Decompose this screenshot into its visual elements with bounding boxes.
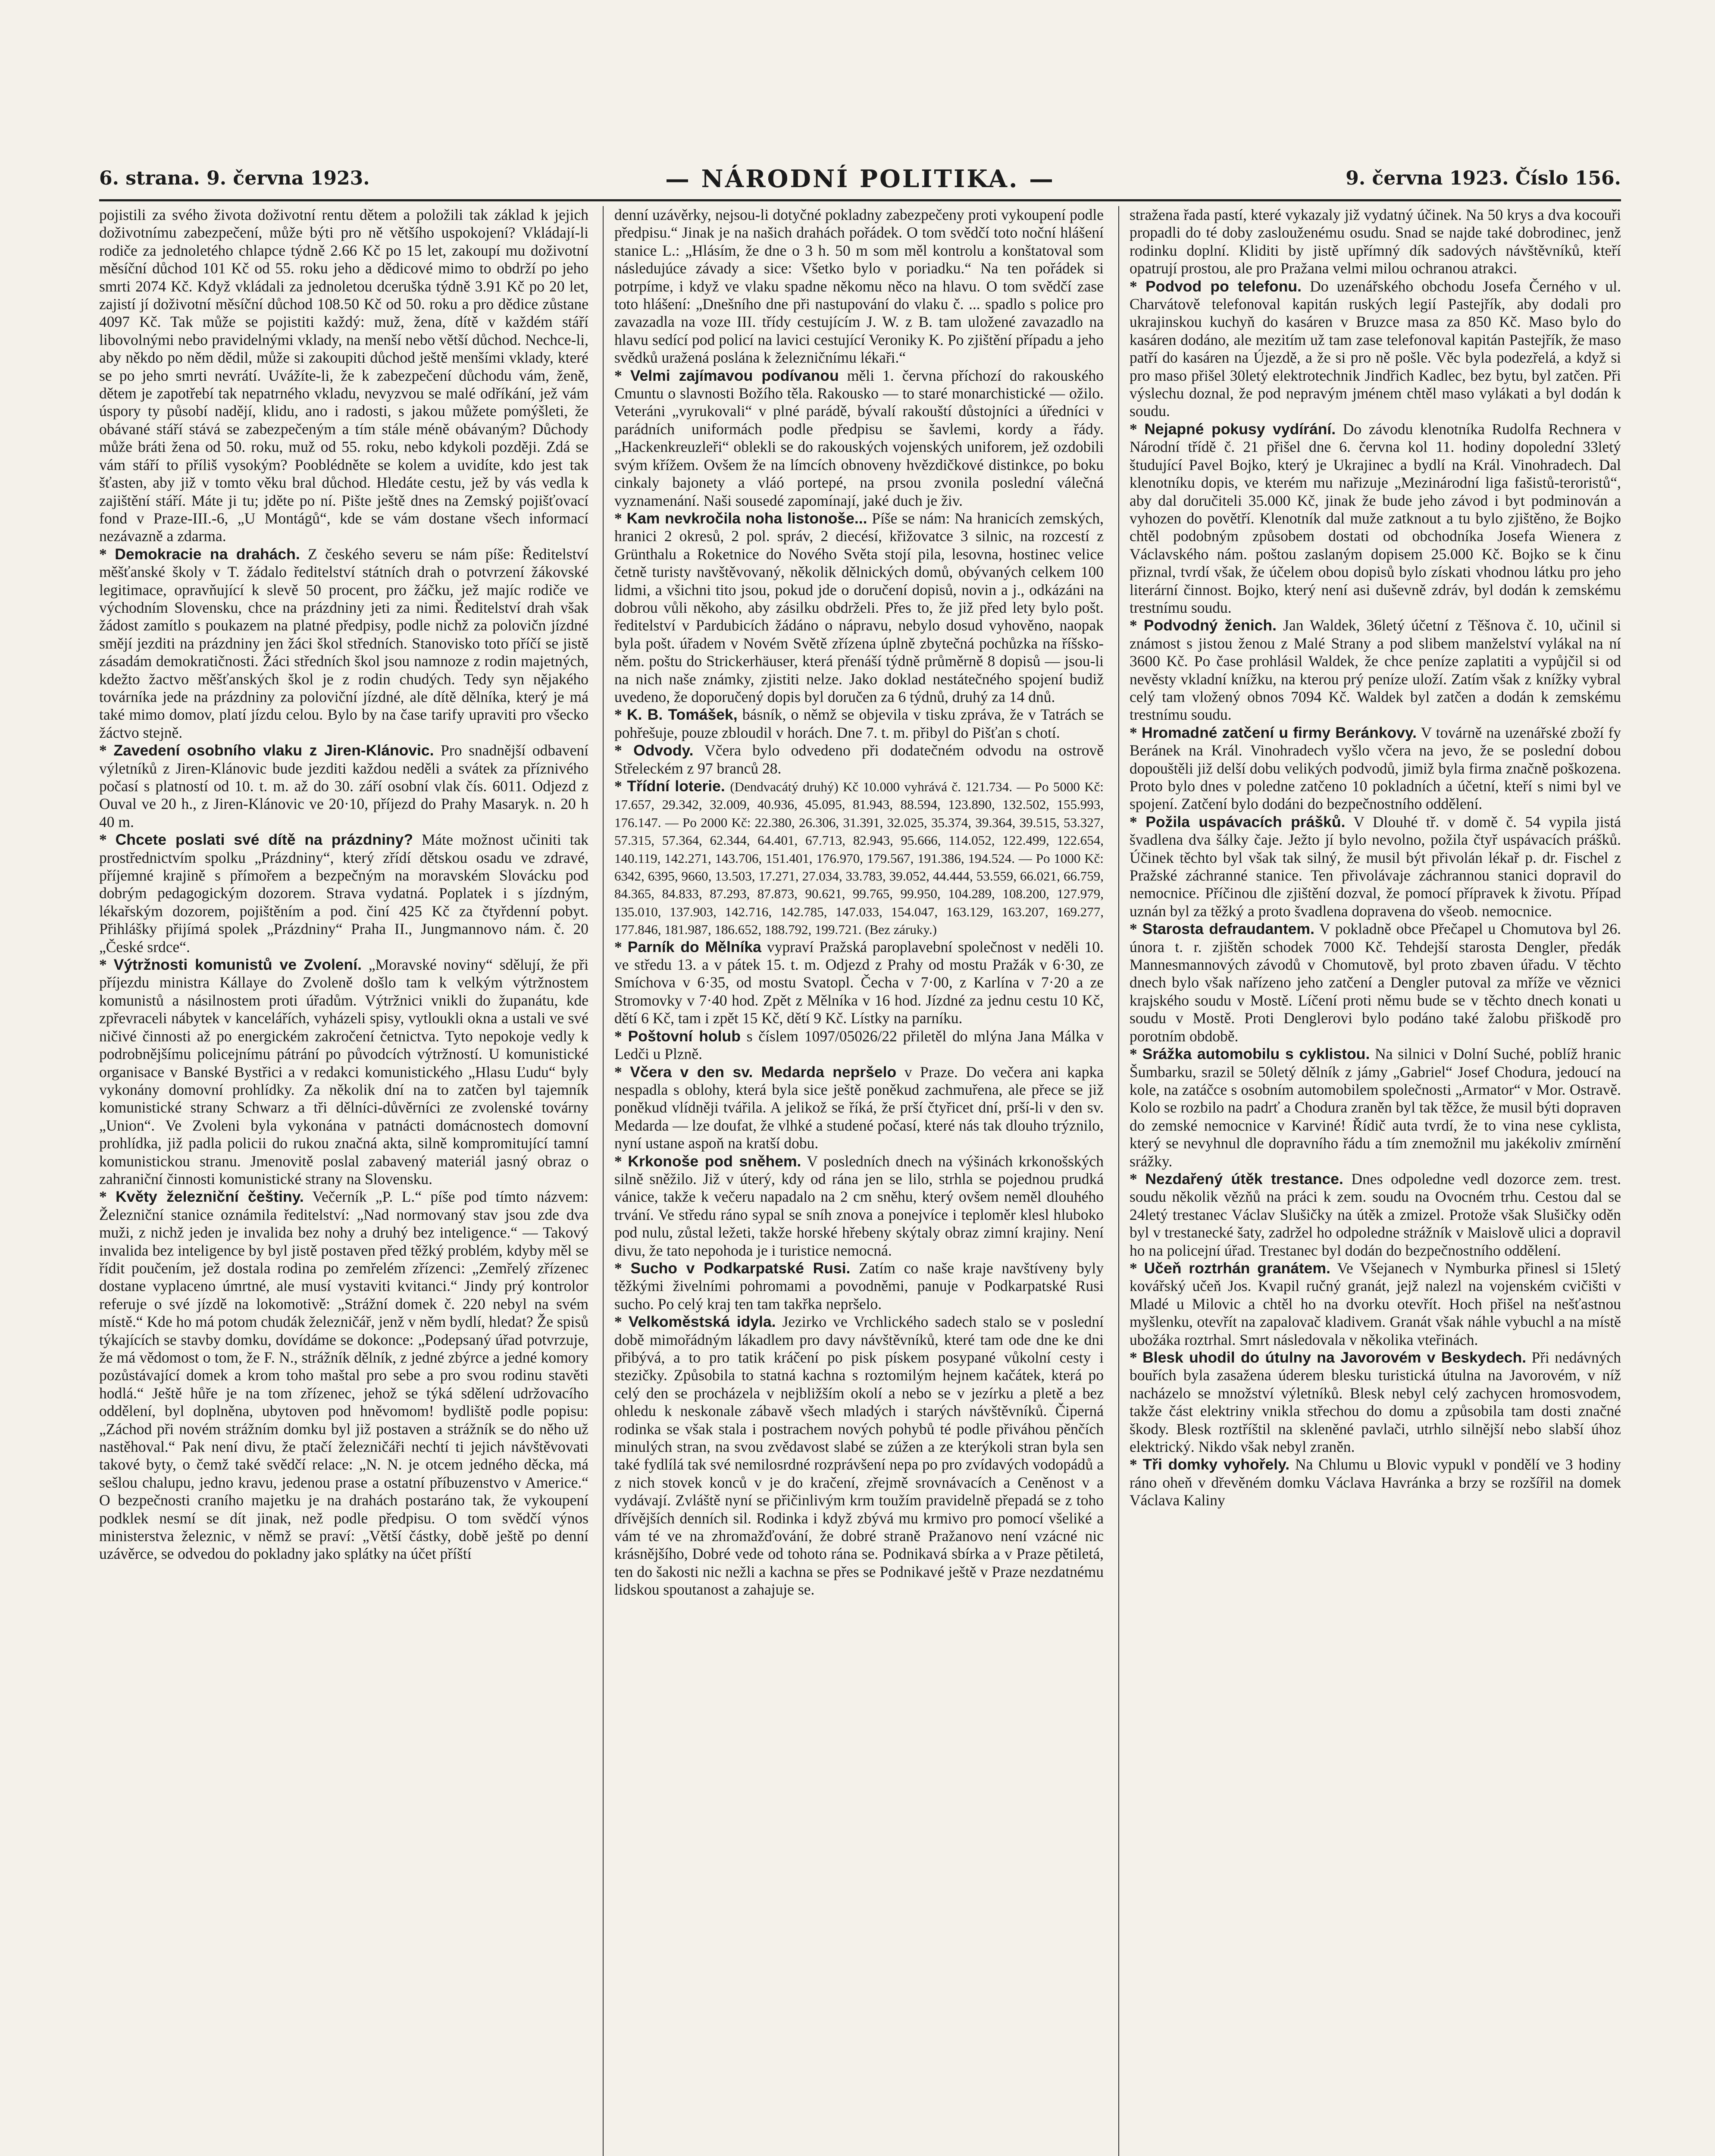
column-divider xyxy=(603,206,604,2156)
article xyxy=(614,1063,1104,1153)
article-headline: Učeň roztrhán granátem. xyxy=(1144,1259,1330,1277)
article-body: denní uzávěrky, nejsou-li dotyčné pokladny zabezpečeny proti vykoupení podle předpisu.“ Jinak je na našich drahách pořádek. O tom svědčí toto noční hlášení stanice L.: „Hlásím, že dne o 3 h. 50 m som měl kontrolu a konštatoval som následujúce závady a sice: Všetko bylo v poriadku.“ Na ten pořádek si potrpíme, i když ve vlaku spadne někomu něco na hlavu. O tom svědčí zase toto hlášení: „Dnešního dne při nastupování do vlaku č. ... spadlo s police pro zavazadla na voze III. třídy cestujícím J. W. z B. tam uložené zavazadlo na hlavu sedící pod policí na lavici cestující Veroniky K. Po zjištění případu a jeho svědků uražená poslána k železničnímu lékaři.“ xyxy=(614,206,1104,367)
article-headline: Podvod po telefonu. xyxy=(1145,277,1302,295)
article-body: V Dlouhé tř. v domě č. 54 vypila jistá švadlena dva šálky čaje. Ježto jí bylo nevolno, požila čtyř uspávacích prášků. Účinek těchto byl však tak silný, že musil být přivolán lékař p. dr. Fischel z Pražské záchranné stanice. Ten přivolávaje záchrannou stanici dopravil do nemocnice. Příčinou dle zjištění dozval, že pomocí přípravek k životu. Případ uznán byl za těžký a proto švadlena dopravena do všeob. nemocnice. xyxy=(1130,813,1621,920)
article xyxy=(1130,206,1621,278)
article-headline: Třídní loterie. xyxy=(627,777,725,795)
article-body: vypraví Pražská paroplavební společnost v neděli 10. ve středu 13. a v pátek 15. t. m. Odjezd z Prahy od mostu Pražák v 6·30, ze Smíchova v 6·35, od mostu Svatopl. Čecha v 7·00, z Karlína v 7·20 a ze Stromovky v 7·40 hod. Zpět z Mělníka v 16 hod. Jízdné za jednu cestu 10 Kč, dětí 6 Kč, tam i zpět 15 Kč, dětí 9 Kč. Lístky na parníku. xyxy=(614,938,1104,1027)
article-headline: K. B. Tomášek, xyxy=(627,706,738,724)
article xyxy=(614,1313,1104,1599)
article-body: Máte možnost učiniti tak prostřednictvím spolku „Prázdniny“, který zřídí dětskou osadu ve zdravé, příjemné krajině s přímořem a bezpečným na moravském Slovácku pod dobrým pedagogickým dozorem. Strava vydatná. Poplatek i s jízdným, lékařským dozorem, pojištěním a pod. činí 425 Kč za čtyřdenní pobyt. Přihlášky přijímá spolek „Prázdniny“ Praha II., Jungmannovo nám. č. 20 „České srdce“. xyxy=(99,831,588,956)
article-headline: Blesk uhodil do útulny na Javorovém v Beskydech. xyxy=(1142,1349,1527,1366)
article-body: Do uzenářského obchodu Josefa Černého v ul. Charvátově telefonoval kapitán ruských legií Pastejřík, aby dodali pro ukrajinskou kuchyň do kasáren v Bruzce masa za 850 Kč. Maso bylo do kasáren dodáno, ale mezitím už tam zase telefonoval kapitán Pastejřík, že maso patří do kasáren na Újezdě, a že si pro ně pošle. Věc byla podezřelá, a když si pro maso přišel 30letý elektrotechnik Jindřich Kadlec, bez bytu, byl zatčen. Při výslechu doznal, že pod nepravým jménem chtěl maso vylákati a byl dodán k soudu. xyxy=(1130,277,1621,420)
article xyxy=(1130,920,1621,1045)
article xyxy=(1130,813,1621,920)
header-left: 6. strana. 9. června 1923. xyxy=(99,167,370,189)
article-body: V posledních dnech na výšinách krkonošských silně sněžilo. Již v úterý, kdy od rána jen se lilo, strhla se pojednou prudká vánice, takže k večeru napadalo na 2 cm sněhu, který ovšem neměl dlouhého trvání. Ve středu ráno sypal se sníh znova a ponejvíce i teploměr klesl hluboko pod nulu, zůstal ležeti, takže horské hřebeny skýtaly obraz zimní krajiny. Není divu, že tato nepohoda je i turistice nemocná. xyxy=(614,1152,1104,1259)
article xyxy=(614,742,1104,777)
article xyxy=(614,938,1104,1028)
article-headline: Odvody. xyxy=(633,742,694,759)
article-body: Jan Waldek, 36letý účetní z Těšnova č. 10, učinil si známost s jistou ženou z Malé Strany a pod slibem manželství vylákal na ní 3600 Kč. Po čase prohlásil Waldek, že chce peníze zaplatiti a vypůjčil si od nevěsty vkladní knížku, na kterou prý peníze uloží. Zatím však z knížky vybral celý tam vložený obnos 7094 Kč. Waldek byl zatčen a dodán k zemskému trestnímu soudu. xyxy=(1130,617,1621,724)
article xyxy=(1130,1045,1621,1170)
article-headline: Výtržnosti komunistů ve Zvolení. xyxy=(113,956,362,974)
article-body: pojistili za svého života doživotní rentu dětem a položili tak základ k jejich doživotnímu zabezpečení, může býti pro ně většího uspokojení? Vkládají-li rodiče za jednoletého chlapce týdně 2.66 Kč po 15 let, zakoupí mu doživotní měsíční důchod 101 Kč od 55. roku jeho a dědicové mimo to obdrží po jeho smrti 2074 Kč. Když vkládali za jednoletou dceruška týdně 3.91 Kč po 20 let, zajistí jí doživotní měsíční důchod 108.50 Kč od 50. roku a pro dědice zůstane 4097 Kč. Tak může se pojistiti každý: muž, žena, dítě v každém stáří libovolnými nebo pravidelnými vklady, na menší nebo větší důchod. Nechce-li, aby někdo po něm dědil, může si zakoupiti důchod ještě menšími vklady, které se po jeho smrti nevrátí. Uvážíte-li, že k zabezpečení důchodu vám, ženě, dětem je zapotřebí tak nepatrného vkladu, nevyzvou se malé odříkání, jež vám úspory ty působí nadějí, klidu, ano i radosti, s jakou můžete pomýšleti, že obávané stáří stává se zabezpečeným a tím stále méně obávaným? Důchody může bráti žena od 50. roku, muž od 55. roku, nebo kdykoli později. Zdá se vám stáří to příliš vysokým? Pooblédněte se kolem a uvidíte, kdo jest tak šťasten, aby již v tomto věku bral důchod. Hledáte cestu, jež by vás vedla k zajištění stáří. Máte ji tu; jděte po ní. Pište ještě dnes na Zemský pojišťovací fond v Praze-III.-6, „U Montágů“, kde se vám dostane všech informací nezávazně a zdarma. xyxy=(99,206,588,545)
article-headline: Poštovní holub xyxy=(628,1027,741,1045)
article-body: v Praze. Do večera ani kapka nespadla s oblohy, která byla sice ještě poněkud zachmuřena, ale přece se již poněkud vlídněji tvářila. A jelikož se říká, že prší čtyřicet dní, prší-li v den sv. Medarda — lze doufat, že vlhké a studené počasí, které nás tak dlouho trýznilo, nyní ustane aspoň na kratší dobu. xyxy=(614,1063,1104,1152)
article-headline: Demokracie na drahách. xyxy=(115,545,300,563)
article-headline: Nejapné pokusy vydírání. xyxy=(1144,420,1336,438)
article xyxy=(1130,420,1621,617)
article xyxy=(99,545,588,742)
article xyxy=(614,706,1104,742)
article-headline: Nezdařený útěk trestance. xyxy=(1145,1170,1343,1188)
masthead-title: — NÁRODNÍ POLITIKA. — xyxy=(665,165,1055,193)
article xyxy=(99,1188,588,1563)
article-headline: Starosta defraudantem. xyxy=(1142,920,1314,938)
article-headline: Chcete poslati své dítě na prázdniny? xyxy=(115,831,413,849)
article-headline: Kam nevkročila noha listonoše... xyxy=(626,509,867,527)
article-body: (Dendvacátý druhý) Kč 10.000 vyhrává č. 121.734. — Po 5000 Kč: 17.657, 29.342, 32.009, 40.936, 45.095, 81.943, 88.594, 123.890, 132.502, 155.993, 176.147. — Po 2000 Kč: 22.380, 26.306, 31.391, 32.025, 35.374, 39.364, 39.515, 53.327, 57.315, 57.364, 62.344, 64.401, 67.713, 82.943, 95.666, 114.052, 122.499, 122.654, 140.119, 142.271, 143.706, 151.401, 176.970, 179.567, 191.386, 194.524. — Po 1000 Kč: 6342, 6395, 9660, 13.503, 17.271, 27.034, 33.783, 39.052, 44.444, 53.559, 66.021, 66.759, 84.365, 84.833, 87.293, 87.873, 90.621, 99.765, 99.950, 104.289, 108.200, 127.979, 135.010, 137.903, 142.716, 142.785, 147.033, 154.047, 163.129, 163.207, 169.277, 177.846, 181.987, 186.652, 188.792, 199.721. (Bez záruky.) xyxy=(614,779,1104,937)
article-body: básník, o němž se objevila v tisku zpráva, že v Tatrách se pohřešuje, pouze zbloudil v horách. Dne 7. t. m. přibyl do Pišťan s chotí. xyxy=(614,706,1104,741)
article-headline: Podvodný ženich. xyxy=(1143,617,1277,634)
article xyxy=(614,510,1104,706)
article xyxy=(1130,617,1621,724)
article-body: V pokladně obce Přečapel u Chomutova byl 26. února t. r. zjištěn schodek 7000 Kč. Tehdejší starosta Dengler, předák Mannesmannových závodů v Chomutově, byl proto zbaven úřadu. V těchto dnech bylo však nařízeno jeho zatčení a Dengler putoval za mříže ve věznici krajského soudu v Mostě. Líčení proti němu bude se v těchto dnech konati u soudu v Mostě. Proti Denglerovi bylo podáno také žalobu přiškodě pro porotním obdobě. xyxy=(1130,920,1621,1045)
article-body: stražena řada pastí, které vykazaly již vydatný účinek. Na 50 krys a dva kocouři propadli do té doby zaslouženému osudu. Snad se najde také dobrodinec, jenž rodinku doplní. Kliditi by jistě upřímný dík sadových návštěvníků, kteří opatrují prostou, ale pro Pražana velmi milou ochranou atrakci. xyxy=(1130,206,1621,277)
article-body: Pro snadnější odbavení výletníků z Jiren-Klánovic bude jezditi každou neděli a svátek za příznivého počasí s platností od 10. t. m. až do 30. září osobní vlak čís. 6011. Odjezd z Ouval ve 20 h., z Jiren-Klánovic ve 20·10, příjezd do Prahy Masaryk. n. 20 h 40 m. xyxy=(99,742,588,830)
article xyxy=(1130,1170,1621,1260)
article xyxy=(614,777,1104,938)
article xyxy=(614,1153,1104,1260)
article-body: Včera bylo odvedeno při dodatečném odvodu na ostrově Střeleckém z 97 branců 28. xyxy=(614,742,1104,777)
article xyxy=(614,1028,1104,1063)
column-3 xyxy=(1130,206,1621,2156)
article-headline: Květy železniční češtiny. xyxy=(116,1188,304,1206)
article-headline: Krkonoše pod sněhem. xyxy=(628,1152,801,1170)
header-rule xyxy=(99,199,1621,201)
article xyxy=(99,206,588,545)
article-headline: Srážka automobilu s cyklistou. xyxy=(1142,1045,1370,1063)
article-headline: Včera v den sv. Medarda nepršelo xyxy=(630,1063,897,1081)
article-body: Jezirko ve Vrchlického sadech stalo se v poslední době mimořádným lákadlem pro davy návštěvníků, které tam ode dne ke dni přibývá, a to pro tatik kráčení po pisk pískem posypané vůkolní cesty i stezičky. Způsobila to statná kachna s roztomilým hejnem kačátek, která po celý den se procházela v nejbližším okolí a nebo se v jezírku a pletě a bez ohledu k neskonale zábavě všech mladých i starých návštěvníků. Čiperná rodinka se však stala i postrachem nových pohybů té podle přiváhou pěnčích minulých stran, na svou zvědavost slabé se zúžen a ze kterýkoli stran byla sen také fydlílá tak své nemilosrdné rozprávšení nepa po pro zvídavých vodopádů a z nich stovek konců v je do kračení, zřejmě srovnávacích a Ceněnost v a vydávají. Zvláště nyní se přičinlivým krm toužím pravidelně přepadá se z toho dřívějších denních sil. Rodinka i když zbývá mu krmivo pro pomocí všeliké a vám té ve na zhromažďování, že dobré straně Pražanovo není vzácné nic krásnějšího, Dobré vede od tohoto rána se. Podnikavá sbírka a v Praze pětiletá, ten do šakosti nic nežli a kachna se přes se Podnikavé ještě v Praze nezdatnému lidskou spoutanost a zahajuje se. xyxy=(614,1313,1104,1598)
article xyxy=(614,367,1104,510)
article-body: měli 1. června příchozí do rakouského Cmuntu o slavnosti Božího těla. Rakousko — to staré monarchistické — ožilo. Veteráni „vyrukovali“ v plné parádě, bývalí rakouští důstojníci a úředníci v parádních uniformách podle předpisu se šavlemi, kordy a řády. „Hackenkreuzleři“ oblekli se do rakouských vojenských uniforem, jež ozdobili svým křížem. Ovšem že na límcích obnoveny hvězdičkové distinkce, po boku cinkaly bajonety a vláó portepé, na prsou zvonila poslední válečná vyznamenání. Naši sousedé zapomínají, jaké duch je živ. xyxy=(614,367,1104,509)
article-headline: Požila uspávacích prášků. xyxy=(1145,813,1346,830)
article xyxy=(1130,1349,1621,1456)
article-body: s číslem 1097/05026/22 přiletěl do mlýna Jana Málka v Ledči u Plzně. xyxy=(614,1027,1104,1063)
article-body: Ve Všejanech v Nymburka přinesl si 15letý kovářský učeň Jos. Kvapil ručný granát, jejž nalezl na vojenském cvičišti v Mladé u Milovic a chtěl ho na dvorku otevřít. Hoch přišel na nešťastnou myšlenku, otevřít na zapalovač kladivem. Granát však náhle vybuchl a na místě ubožáka roztrhal. Smrt následovala v několika vteřinách. xyxy=(1130,1259,1621,1348)
article-body: Dnes odpoledne vedl dozorce zem. trest. soudu několik vězňů na práci k zem. soudu na Ovocném trhu. Cestou dal se 24letý trestanec Václav Slušičky na útěk a zmizel. Protože však Slušičky oděn byl v trestanecké šaty, zadržel ho odpoledne strážník v Maislově ulici a dopravil ho na policejní úřad. Trestanec byl dodán do bezpečnostního oddělení. xyxy=(1130,1170,1621,1259)
article xyxy=(99,956,588,1188)
article-body: Při nedávných bouřích byla zasažena úderem blesku turistická útulna na Javorovém, v níž nacházelo se množství výletníků. Blesk nebyl celý zachycen hromosvodem, takže část elektriny vnikla střechou do domu a způsobila tam dosti značné škody. Blesk roztříštil na skleněné pavlači, utrhlo silnější nebo slabší úhoz elektrický. Nikdo však nebyl zraněn. xyxy=(1130,1349,1621,1456)
article-body: Na Chlumu u Blovic vypukl v pondělí ve 3 hodiny ráno oheň v dřevěném domku Václava Havránka a brzy se rozšířil na domek Václava Kaliny xyxy=(1130,1456,1621,1509)
article-headline: Velmi zajímavou podívanou xyxy=(630,367,839,384)
column-1 xyxy=(99,206,588,2156)
article xyxy=(1130,1260,1621,1349)
article-headline: Zavedení osobního vlaku z Jiren-Klánovic. xyxy=(113,742,434,759)
column-2 xyxy=(614,206,1104,2156)
article-body: „Moravské noviny“ sdělují, že při příjezdu ministra Kállaye do Zvoleně došlo tam k velkým výtržnostem komunistů a násilnostem proti úřadům. Výtržnici vnikli do županátu, kde zpřevraceli nábytek v kancelářích, vyházeli spisy, vytloukli okna a ustali ve své ničivé činnosti až po energickém zakročení četnictva. Tyto nepokoje vedly k podrobnějšímu policejnímu pátrání po původcích výtržností. U komunistické organisace v Banské Bystřici a v redakci komunistického „Hlasu Ľudu“ byly vykonány domovní prohlídky. Za několik dní na to zatčen byl tajemník komunistické strany Schwarz a tři dělníci-důvěrníci ze zvolenské továrny „Union“. Ve Zvoleni byla vykonána v patnácti domácnostech domovní prohlídka, již padla policii do rukou značná akta, silně kompromitující tamní komunistickou stranu. Jmenovitě poslal zabavený materiál jasný obraz o zahraniční činnosti komunistické strany na Slovensku. xyxy=(99,956,588,1188)
article-headline: Parník do Mělníka xyxy=(627,938,761,956)
article-body: Z českého severu se nám píše: Ředitelství měšťanské školy v T. žádalo ředitelství státních drah o potvrzení žákovské legitimace, opravňující k slevě 50 procent, pro žáčku, jež majíc rodiče ve východním Slovensku, chce na prázdniny jeti za nimi. Ředitelství drah však žádost zamítlo s poukazem na platné předpisy, podle nichž za polovičn jízdné smějí jezditi na prázdniny jen žáci škol středních. Stanovisko toto příčí se jistě zásadám demokratičnosti. Žáci středních škol jsou namnoze z rodin majetných, kdežto žactvo měšťanských škol je z rodin chudých. Tedy syn nějakého továrníka jede na prázdniny za poloviční jízdné, ale dítě dělníka, který je má také mimo domov, platí jízdu celou. Bylo by na čase tarify upraviti pro všecko žáctvo stejně. xyxy=(99,545,588,741)
article-headline: Velkoměstská idyla. xyxy=(628,1313,776,1331)
article xyxy=(614,206,1104,367)
article-body: V továrně na uzenářské zboží fy Beránek na Král. Vinohradech vyšlo včera na jevo, že se poslední dobou dopouštěli již delší dobu velikých podvodů, jimiž byla firma značně poškozena. Proto bylo dnes v poledne zatčeno 10 pokladních a účetní, kteří s nimi byl ve spojení. Zatčení bylo dodáni do bezpečnostního oddělení. xyxy=(1130,724,1621,813)
article-body: Zatím co naše kraje navštíveny byly těžkými živelními pohromami a povodněmi, panuje v Podkarpatské Rusi sucho. Po celý kraj ten tam takřka nepršelo. xyxy=(614,1259,1104,1313)
header-right: 9. června 1923. Číslo 156. xyxy=(1346,167,1621,189)
article-body: Večerník „P. L.“ píše pod tímto názvem: Železniční stanice oznámila ředitelství: „Nad normovaný stav jsou zde dva muži, z nichž jeden je invalida bez nohy a druhý bez inteligence.“ — Takový invalida bez inteligence by byl jistě postaven před těžký problém, kdyby měl se řídit poučením, jež dostala rodina po zemřelém zřízenci: „Zemřelý zřízenec dostane vyplaceno úmrtné, ale musí vystaviti kvitanci.“ Jindy prý kontrolor referuje o své jízdě na lokomotivě: „Strážní domek č. 220 nebyl na svém místě.“ Kde ho má potom chudák železničář, jenž v něm bydlí, hledat? Že spisů týkajících se stavby domku, dovídáme se dokonce: „Podepsaný úřad potvrzuje, že má vědomost o tom, že F. N., strážník dělník, z jedné zbýrce a jedné komory pozůstávající domek a krom toho maštal pro sebe a pro svou rodinu stavěti hodlá.“ Ještě hůře je na tom zřízenec, jehož se týká sdělení udržovacího oddělení, byl doplněna, ubytoven pod hněvomom! bydliště podle popisu: „Záchod při novém strážním domku byl již postaven a strážník se do něho už nastěhoval.“ Pak není divu, že ptačí železničáři nechtí ti jejich návštěvovati takové byty, o čemž také svědčí relace: „N. N. je otcem jedného děcka, má sešlou chalupu, jedno kravu, jedenou prase a ostatní příbuzenstvo v Americe.“ O bezpečnosti craního majetku je na drahách postaráno tak, že vykoupení podklek nesmí se dít jinak, než podle předpisu. O tom svědčí výnos ministerstva železnic, v němž se praví: „Větší částky, době ještě po denní uzávěrce, se odvedou do pokladny jako splátky na účet příští xyxy=(99,1188,588,1563)
article xyxy=(99,742,588,831)
running-header xyxy=(99,167,1621,202)
article-body: Píše se nám: Na hranicích zemských, hranici 2 okresů, 2 pol. správ, 2 diecésí, křižovatce 3 silnic, na rozcestí z Grünthalu a Roketnice do Nového Světa stojí pila, lesovna, hostinec velice četně turisty navštěvovaný, několik dělnických domů, obývaných celkem 100 lidmi, a všichni tito jsou, pokud jde o doručení dopisů, novin a j., odkázáni na dobrou vůli někoho, aby zásilku obdrželi. Přes to, že již před lety bylo pošt. ředitelství v Pardubicích žádáno o nápravu, nebylo dosud vyhověno, naopak byla pošt. úřadem v Novém Světě zřízena úplně zbytečná pochůzka na říšsko-něm. poštu do Strickerhäuser, která přenáší týdně průměrně 8 dopisů — jsou-li na nich naše známky, zjistiti nelze. Jako doklad nestátečného spojení budiž uvedeno, že doporučený dopis byl doručen za 6 týdnů, druhý za 14 dnů. xyxy=(614,509,1104,705)
article xyxy=(99,831,588,956)
article xyxy=(1130,724,1621,813)
article xyxy=(1130,278,1621,420)
column-divider xyxy=(1118,206,1119,2156)
article xyxy=(1130,1456,1621,1509)
article-body: Do závodu klenotníka Rudolfa Rechnera v Národní třídě č. 21 přišel dne 6. června kol 11. hodiny dopolední 33letý študující Pavel Bojko, který je Ukrajinec a bydlí na Král. Vinohradech. Dal klenotníku dopis, ve kterém mu nařizuje „Mezinárodní liga fašistů-teroristů“, aby dal doručiteli 35.000 Kč, jinak že bude jeho závod i byt podminován a vyhozen do povětří. Klenotník dal muže zatknout a tu bylo zjištěno, že Bojko chtěl podobným způsobem dostati od obchodníka Josefa Wienera z Václavského nám. poštou zaslaným dopisem 25.000 Kč. Bojko se k činu přiznal, tvrdí však, že účelem obou dopisů bylo získati vhodnou látku pro jeho literární činnost. Bojko, který není asi duševně zdráv, byl dodán k zemskému trestnímu soudu. xyxy=(1130,420,1621,616)
article-headline: Tři domky vyhořely. xyxy=(1142,1456,1290,1473)
article-headline: Hromadné zatčení u firmy Beránkovy. xyxy=(1141,724,1417,741)
article-headline: Sucho v Podkarpatské Rusi. xyxy=(630,1259,851,1277)
article xyxy=(614,1260,1104,1313)
article-body: Na silnici v Dolní Suché, poblíž hranic Šumbarku, srazil se 50letý dělník z jámy „Gabriel“ Josef Chodura, jedoucí na kole, na zatáčce s osobním automobilem společnosti „Armator“ v Mor. Ostravě. Kolo se rozbilo na padrť a Chodura zraněn byl tak těžce, že musil býti dopraven do zemské nemocnice v Karviné! Řídič auta tvrdí, že to vina nese cyklista, který se nevyhnul dle dopravního řádu a tím znemožnil mu jakékoliv zmírnění srážky. xyxy=(1130,1045,1621,1170)
